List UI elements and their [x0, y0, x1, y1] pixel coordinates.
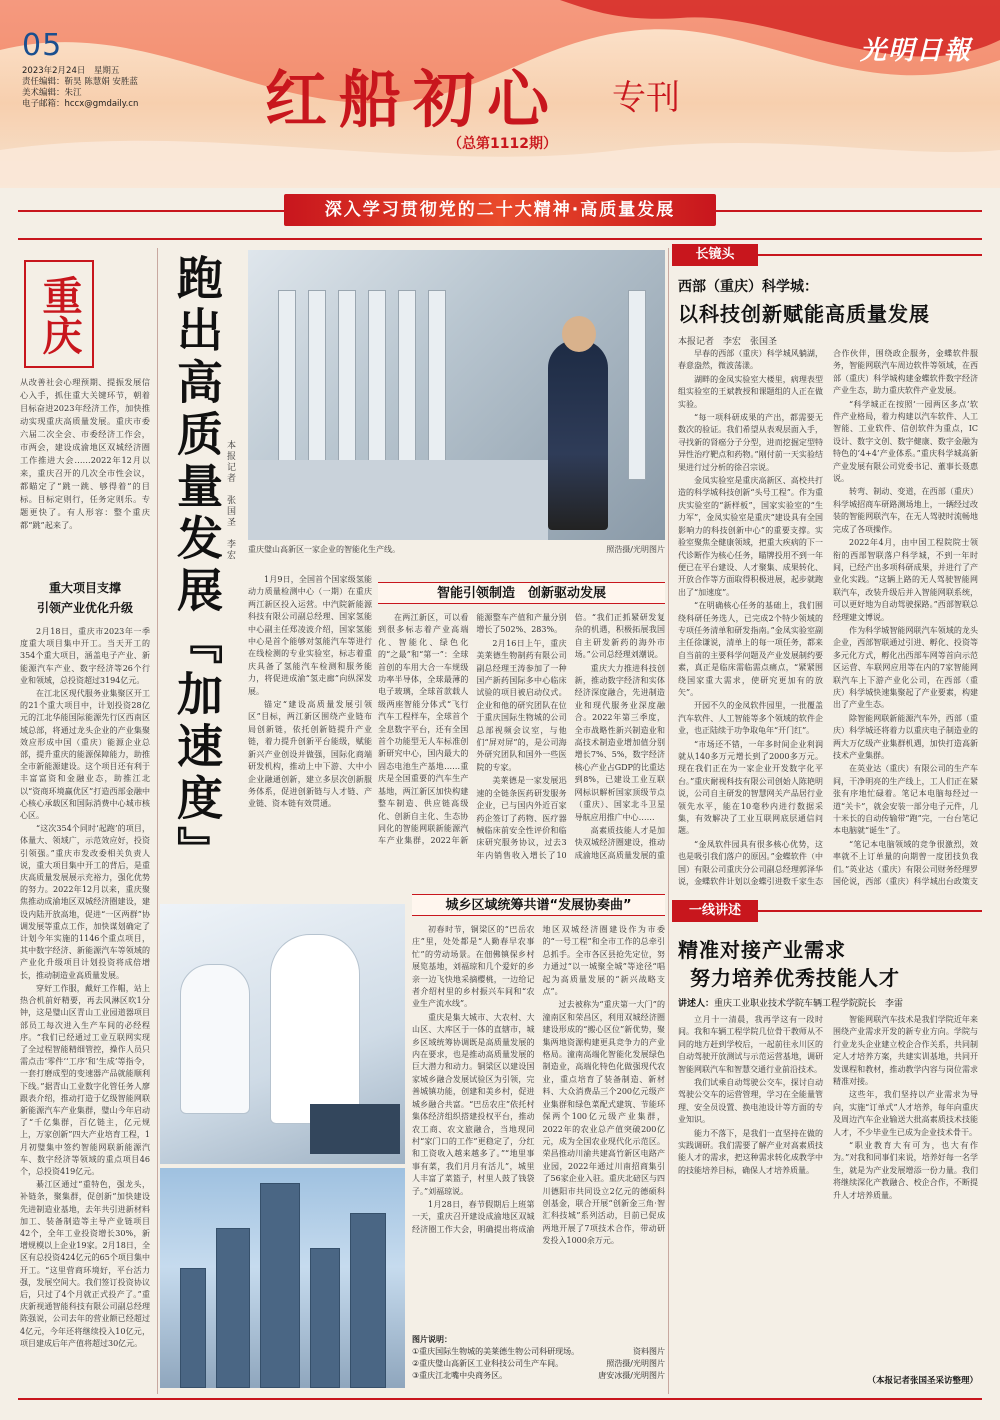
section-heading: 城乡区域统筹共谱“发展协奏曲” [412, 894, 665, 916]
art-editor-line: 美术编辑：朱江 [22, 88, 82, 98]
photo-note-credit: 唐安冰摄/光明图片 [598, 1371, 665, 1380]
paragraph: 重庆是集大城市、大农村、大山区、大库区于一体的直辖市，城乡区域统筹协调既是高质量发展的内在要求，也是推动高质量发展的巨大潜力和动力。铜梁区以建设国家城乡融合发展试验区为引领，完善城镇功能，创建和美乡村，促进城乡融合共富。“巴岳农庄”依托村集体经济组织搭建投权平台，推动农工商、农文旅融合，当地现同村“家门口的工作”更稳定了，分红和工资收入越来越多了。”“地里事事有菜，我们月月有活儿”，城里人丰富了菜篮子，村里人鼓了钱袋子。”刘福琼说。 [412, 1012, 535, 1196]
workbench [248, 460, 548, 540]
paragraph: 智能网联汽车技术是我们学院近年来围绕产业需求开发的新专业方向。学院与行业龙头企业建立校企合作关系，共同制定人才培养方案，共建实训基地，共同开发课程和教材，推动教学内容与岗位需求精准对接。 [833, 1015, 978, 1087]
edition-date: 2023年2月24日 星期五 [22, 66, 120, 76]
worker-figure [548, 340, 608, 530]
column-tag-rule [758, 254, 982, 256]
column-tag-rule [758, 910, 982, 912]
paragraph: 立月十一清晨，我再学这有一段时间。我和车辆工程学院几位骨干教师从不同的地方赶到学校后，一起前往永川区的自动驾驶开放测试与示范运营基地，调研智能网联汽车和智慧交通行业前沿技术。 [678, 1015, 823, 1074]
speaker-name: 重庆工业职业技术学院车辆工程学院院长 李雷 [714, 999, 904, 1009]
left-body-text [20, 626, 150, 1391]
paragraph: “金凤软件园具有很多核心优势，这也是吸引我们落户的原因。”金蝶软件（中国）有限公司重庆分公司副总经理郭泽华说，金蝶软件计划以金蝶引进数千家生态合作伙伴，围绕政企服务，金蝶软件服务，智能网联汽车周边软件等领域，在西部（重庆）科学城构建金蝶软件数字经济产业生态，助力重庆软件产业发展。 [678, 349, 978, 887]
paragraph: 湖畔的金凤实验室大楼里，病理表型组实验室的王斌教授和课题组的人正在做实验。 [678, 374, 823, 409]
left-subheading-line-2: 引领产业优化升级 [36, 601, 133, 615]
paragraph: 除智能网联新能源汽车外，西部（重庆）科学城还将着力以重庆电子制造业的两大万亿级产业集群机遇，加快打造高新技术产业集群。 [833, 713, 978, 760]
section-heading: 智能引领制造 创新驱动发展 [378, 582, 665, 604]
photo-note-text: ①重庆国际生物城的美莱德生物公司科研现场。 [412, 1347, 580, 1356]
equipment-rack [308, 290, 326, 480]
building [310, 1248, 340, 1388]
paragraph: 能力不落下，是我们一直坚持在做的实践调研。我们需要了解产业对高素质技能人才的需求，把这种需求转化成教学中的技能培养目标，确保人才培养质量。 [678, 1128, 823, 1175]
paragraph: 在两江新区，可以看到很多标志着产业高端化、智能化、绿色化的“之最”和“第一”：全球首创的车用大合一车规级功率半导体，全球最薄的电子玻璃，全球首款载人级两座智能分体式“飞行汽车工程样车，全球首个全息数字平台，还有全国首个功能型无人车标准创新研究中心，国内最大的固态电池生产基地……重庆是全国重要的汽车生产基地，两江新区加快构建整车制造、供应链高级化、创新自主化、生态协同化的智能网联新能源汽车产业集群，2022年新能源整车产值和产量分别增长了502%、283%。 [378, 613, 567, 846]
section-3-text [412, 924, 665, 1324]
paragraph: 初春时节，铜梁区的“巴岳农庄”里，处处都是“人勤春早农事忙”的劳动场景。在佃佛镇保乡村展览基地，刘福琼和几个爱好的乡亲一边飞快地采摘樱桃，一边给记者介绍村里的乡村振兴车间和“农业生产流水线”。 [412, 925, 535, 1009]
photo-note-credit: 资料图片 [633, 1347, 665, 1356]
email-line: 电子邮箱：hccx@gmdaily.cn [22, 99, 139, 109]
paragraph: 1月28日，春节假期后上班第一天，重庆召开建设成渝地区双城经济圈工作大会，明确提出将成渝地区双城经济圈建设作为市委的“一号工程”和全市工作的总牵引总抓手。全市各区县抢先定位，努力通过“以一城聚全城”等途径“唱起为高质量发展的“新兴战略支点”。 [412, 925, 665, 1234]
paragraph: “职业教育大有可为，也大有作为。”对我和同事们来说，培养好每一名学生，就是为产业发展增添一份力量。我们将继续深化产教融合、校企合作，不断提升人才培养质量。 [833, 1141, 978, 1200]
lab-monitor [310, 1104, 400, 1154]
paragraph: 綦江区通过“重特色，强龙头，补链条，聚集群，促创新”加快建设先进制造业基地，去年共引进新材料加工、装备制造等主导产业链项目42个，全年工业投资增长30%，新增规模以上企业19家。2月18日，全区有总投资424亿元的65个项目集中开工。“这里营商环境好，平台活力强，发展空间大。我们签订投资协议后，只过了4个月就正式投产了。”重庆新视通智能科技有限公司副总经理陈强说，公司去年的营业额已经超过4亿元，今年还将继续投入10亿元，项目建成后年产值将超过30亿元。 [20, 1180, 150, 1348]
paragraph: 1月9日，全国首个国家级氢能动力质量检测中心（一期）在重庆两江新区投入运营。中汽院新能源科技有限公司副总经理、国家氢能中心副主任郑凌波介绍，国家氢能中心是首个能够对氢能汽车等进行在线检测的专业实验室，标志着重庆具备了氢能汽车检测和服务能力，将促进成渝“氢走廊”向纵深发展。 [248, 575, 372, 696]
editor-line: 责任编辑：靳昊 陈慧娟 安胜蓝 [22, 77, 138, 87]
photo-note-text: ③重庆江北嘴中央商务区。 [412, 1371, 508, 1380]
paragraph: 在江北区现代服务业集聚区开工的21个重大项目中，计划投资28亿元的江北华能国际能源先行区西南区域总部，将通过龙头企业的产业集聚效应形成中国（重庆）能源企业总部，提升重庆的能源保障能力，助推全市新能源建设。这个项目还有利于丰富富资和金融业态，助推江北以“资商环境赢优区”打造西部金融中心核心承载区和国际消费中心城市核心区。 [20, 689, 150, 821]
right-headline-line-1: 精准对接产业需求 [678, 938, 846, 962]
equipment-rack [428, 290, 446, 480]
main-article [160, 244, 665, 1394]
left-column [18, 244, 154, 1394]
paragraph: “科学城正在按照‘一园两区多点’软件产业格局，着力构建以汽车软件、人工智能、工业软件、信创软件为重点，IC设计、数字文创、数字健康、数字金融为特色的‘4+4’产业体系。”重庆科学城高新产业发展有限公司党委书记、董事长聂惠说。 [833, 399, 978, 484]
paragraph: 这些年，我们坚持以产业需求为导向，实施“订单式”人才培养，每年向重庆及周边汽车企业输送大批高素质技术技能人才，不少毕业生已成为企业技术骨干。 [833, 1090, 978, 1137]
paragraph: “在明确核心任务的基础上，我们围绕科研任务选人，已完成2个特少领域的专项任务清单和研发指南。”金凤实验室副主任徐谦说，清单上的每一项任务，都来自当前的主要科学问题及产业发展制约要素，真正是临床需临需点痛点，“紧紧围绕国家重大需求，使研究更加有的放矢”。 [678, 601, 823, 697]
left-subheading-line-1: 重大项目支撑 [48, 581, 121, 595]
main-text-column [248, 574, 372, 872]
issue-number: （总第1112期） [448, 136, 557, 152]
bottom-rule [18, 1398, 982, 1400]
main-headline: 跑出高质量发展『加速度』 [170, 254, 224, 878]
paragraph: “笔记本电脑领域的竞争很激烈，效率就不上订单量的向期曾一度团技负我们。”英业达（重庆）有限公司财务经理罗国伦说，西部（重庆）科学城出台政策支 [833, 839, 978, 887]
worker-head [562, 316, 596, 352]
paragraph: 我们试乘自动驾驶公交车，探讨自动驾驶公交车的运营管理，学习在全能量管理、安全员设置、换电池设计等方面的专业知识。 [678, 1078, 823, 1125]
article-intro: 从改善社会心理预期、提振发展信心入手，抓住重大关键环节，朝着目标奋进2023年经济工作，加快推动实现重庆高质量发展。重庆市委六届二次全会、市委经济工作会，市两会，建设成渝地区双城经济圈工作推进大会……2022年12月以来，重庆召开的几次全市性会议，都瞄定了“跳一跳、够得着”的目标。目标定则行，任务定则乐。专题更快了。有人形容：整个重庆都“跳”起来了。 [20, 377, 150, 530]
section-2-text [378, 612, 665, 872]
photo-notes [412, 1334, 665, 1382]
equipment-rack [368, 290, 386, 480]
lab-photo [160, 904, 405, 1164]
testimony-text [678, 1014, 978, 1369]
right-headline-line-2: 努力培养优秀技能人才 [690, 966, 900, 990]
column-divider [157, 248, 158, 1394]
region-tag: 重庆 [24, 260, 94, 368]
right-body-text [678, 348, 978, 893]
researcher-figure [270, 934, 360, 1124]
paragraph: 在英业达（重庆）有限公司的生产车间，干净明亮的生产线上，工人们正在紧张有序地忙碌着。笔记本电脑每经过一道“关卡”，就会安装一部分电子元件，几十米长的自动传输带“跑”完，一台台笔记本电脑就“诞生”了。 [833, 764, 978, 836]
photo-note-credit: 照浩摄/光明图片 [606, 1359, 665, 1368]
column-divider [668, 248, 669, 1394]
right-column [672, 244, 982, 1394]
right-headline: 以科技创新赋能高质量发展 [678, 302, 930, 326]
paragraph: 2月18日，重庆市2023年一季度重大项目集中开工。当天开工的354个重大项目，涵盖电子产业、新能源汽车产业、数字经济等26个行业和领域，总投资超过3194亿元。 [20, 627, 150, 685]
paragraph: 金凤实验室是重庆高新区、高校共打造的科学城科技创新“头号工程”。作为重庆实验室的“新样板”，国家实验室的“生力军”，金凤实验室是重庆“建设具有全国影响力的科技创新中心”的重要支撑。实验室聚焦全健康领域，把重大疾病的下一代诊断作为核心任务，瞄牌投用不到一年便已在平台建设、人才聚集、成果转化、开放合作等方面取得积极进展，起步就跑出了“加速度”。 [678, 476, 823, 597]
interview-credit: （本报记者张国圣采访整理） [867, 1376, 978, 1386]
skyline-photo [160, 1168, 405, 1388]
building [180, 1268, 206, 1388]
theme-banner: 深入学习贯彻党的二十大精神·高质量发展 [284, 194, 716, 226]
researcher-figure [180, 964, 250, 1114]
special-issue-subtitle: 专刊 [612, 78, 680, 118]
paragraph: 美莱德是一家发展迅速的全链条医药研发服务企业，已与国内外近百家药企签订了药物、医疗器械临床前安全性评价和临床研究服务协议，过去3年内销售收入增长了10倍。“我们正抓紧研发复杂的机遇，积极拓展我国自主研发新药的海外市场。”公司总经理刘潮说。 [476, 613, 665, 860]
paragraph: 2月16日上午，重庆美莱德生物制药有限公司副总经理王涛参加了一种国产新药国际多中心临床试验的项目被启动仪式。企业和他的研究团队在位于重庆国际生物城的公司总部视频会议室，与他们“屏对屏”的，是公司海外研究团队和国外一些医院的专家。 [476, 638, 567, 772]
main-byline: 本报记者 张国圣 李宏 [225, 440, 235, 561]
production-line-photo [248, 250, 665, 540]
paragraph: 早春的西部（重庆）科学城风躺湖，春意盎然，微波荡漾。 [678, 349, 823, 371]
photo-caption-text: 重庆璧山高新区一家企业的智能化生产线。 [248, 545, 400, 554]
paragraph: “市场还不错，一年多时间企业利润就从140多万元增长到了2000多万元。现在我们正在为一家企业开发数字化平台。”重庆耐视科技有限公司创始人陈艳明说，公司自主研发的智慧网关产品居行业领先水平，能在10毫秒内进行数据采集，有效解决了工业互联网底层通信问题。 [678, 739, 823, 836]
paragraph: 穿好工作服，戴好工作帽，站上热合机前好精要，再去风淋区吹1分钟，这是璧山区青山工业园道器项目部员工每次进入生产车间的必经程序。“我们已经通过工业互联网实现了全过程智能精细管控，操作人员只需点击‘零件’‘工序’和‘生成’等指令，一套打磨成型的变速器产品就能顺利下线。”据青山工业数字化管任务人廖跟表介绍，推动打造于亿级智能网联新能源汽车产业集群，璧山今年启动了“千亿集群，百亿链主，亿元规上，万家创新”四大产业培育工程，1月初璧集中签约智能网联新能源汽车、数字经济等领域的重点项目46个，总投资419亿元。 [20, 983, 150, 1176]
equipment-rack [628, 290, 646, 480]
paragraph: 过去被称为“重庆第一大门”的潼南区和荣昌区，利用双城经济圈建设形成的“搬心区位”新优势，聚集两地资源构建更具竞争力的产业格局。潼南高端化智能化发展绿色制造业，高端化特色化做强现代农业，重点培育了装备制造、新材料、大众消费品三个200亿元级产业集群和绿色菜配式建筑、节能环保两个100亿元级产业集群，2022年的农业总产值突破200亿元，成为全国农业现代化示范区。荣昌推动川渝共建高竹新区电路产业园，2022年通过川南招商集引了56家企业入驻。重庆北碚区与四川德阳市共同设立2亿元的德硕科创基金，联合开展“创新金三角·智汇科技城”系列活动，目前已促成两地开展了7项技术合作，带动研发投入1000余万元。 [542, 1000, 665, 1246]
photo-note [412, 1370, 665, 1382]
paragraph: 作为科学城智能网联汽车领域的龙头企业，西部智联通过引进、孵化、投资等多元化方式，孵化出西部车网等首向示范区运营、车联网应用等在内的7家智能网联汽车上下游产业化公司，在西部（重庆）科学城快速集聚起了产业要素，构建出了产业生态。 [833, 625, 978, 710]
equipment-rack [278, 290, 296, 480]
building [350, 1213, 386, 1388]
paragraph: 开园不久的金凤软件园里，一批覆盖汽车软件、人工智能等多个领域的软件企业，也正陆续于功争取龟年“开门红”。 [678, 701, 823, 736]
paragraph: “这次354个同时‘起跑’的项目，体量大、领域广，示范效应好，投资引领强。”重庆市发改委相关负责人说，重大项目集中开工的背后，是重庆高质量发展展示充裕力，强化优势的努力。2022年12月以来，重庆聚焦推动成渝地区双城经济圈建设，建设内陆开放高地，促进“一区两群”协调发展等重点工作，加快谋划确定了计划今年实施的1146个重点项目，其中数字经济、新能源汽车等领域的产业化升级项目计划投资将成倍增长，推动制造业高质量发展。 [20, 824, 150, 980]
right-kicker: 西部（重庆）科学城： [678, 279, 818, 295]
theme-banner-area [0, 188, 1000, 234]
left-subheading [20, 578, 150, 618]
page-number: 05 [22, 28, 63, 63]
newspaper-logo: 光明日報 [859, 36, 972, 66]
paragraph: “每一项科研成果的产出，都需要无数次的验证。我们希望从表观层面入手，寻找新的肾癌分子分型，进而挖掘定型特异性治疗靶点和药物。”刚付前一天实验结果进行过分析的徐召宗说。 [678, 413, 823, 472]
photo-note-text: ②重庆璧山高新区工业科技公司生产车间。 [412, 1359, 564, 1368]
column-tag: 长镜头 [672, 244, 758, 266]
paragraph: 2022年4月，由中国工程院院士领衔的西部智联落户科学城，不到一年时间，已经产出多项科研成果，并进行了产业化实践。“这辆上路的无人驾驶智能网联汽车，改装升级后并入智能网联系统，可以更好地为自动驾驶探路。”西部智联总经理建文博说。 [833, 538, 978, 622]
photo-note [412, 1346, 665, 1358]
speaker-line [678, 996, 903, 1009]
equipment-rack [398, 290, 416, 480]
column-tag: 一线讲述 [672, 900, 758, 922]
special-issue-title: 红船初心 [265, 63, 562, 136]
equipment-rack [338, 290, 356, 480]
paragraph: 锚定“建设高质量发展引领区”目标，两江新区围绕产业链布局创新链，依托创新链提升产业链，着力提升创新平台能级，赋能新兴产业创设并做强，国际化商端研发机构，推动上中下游、大中小企业融通创新，建立多层次创新服务体系，促进创新链与人才链、产业链、资本链有效贯通。 [248, 700, 372, 809]
photo-caption [248, 544, 665, 555]
masthead [0, 0, 1000, 188]
building [216, 1228, 250, 1388]
edition-meta [22, 66, 138, 110]
speaker-label: 讲述人： [678, 999, 715, 1009]
photo-credit: 照浩摄/光明图片 [606, 545, 665, 554]
photo-note [412, 1358, 665, 1370]
paragraph: 重庆大力推进科技创新，推动数字经济和实体经济深度融合，先进制造业和现代服务业深度融合。2022年第三季度，全市战略性新兴制造业和高技术制造业增加值分别增长7%、5%，数字经济核心产业占GDP的比重达到8%，已建设工业互联网标识解析国家顶级节点（重庆）、国家北斗卫星导航应用推广中心…… [574, 663, 665, 822]
photo-notes-title: 图片说明： [412, 1335, 452, 1344]
building [260, 1183, 300, 1388]
top-rule [18, 238, 982, 240]
paragraph: 转弯、制动、变道，在西部（重庆）科学城招商车研路测场地上，一辆经过改装的智能网联汽车，在无人驾驶时流畅地完成了各项操作。 [833, 487, 978, 534]
right-byline: 本报记者 李宏 张国圣 [678, 337, 778, 347]
paragraph: 高素质技能人才是加快双城经济圈建设，推动成渝地区高质量发展的重 [574, 825, 665, 860]
